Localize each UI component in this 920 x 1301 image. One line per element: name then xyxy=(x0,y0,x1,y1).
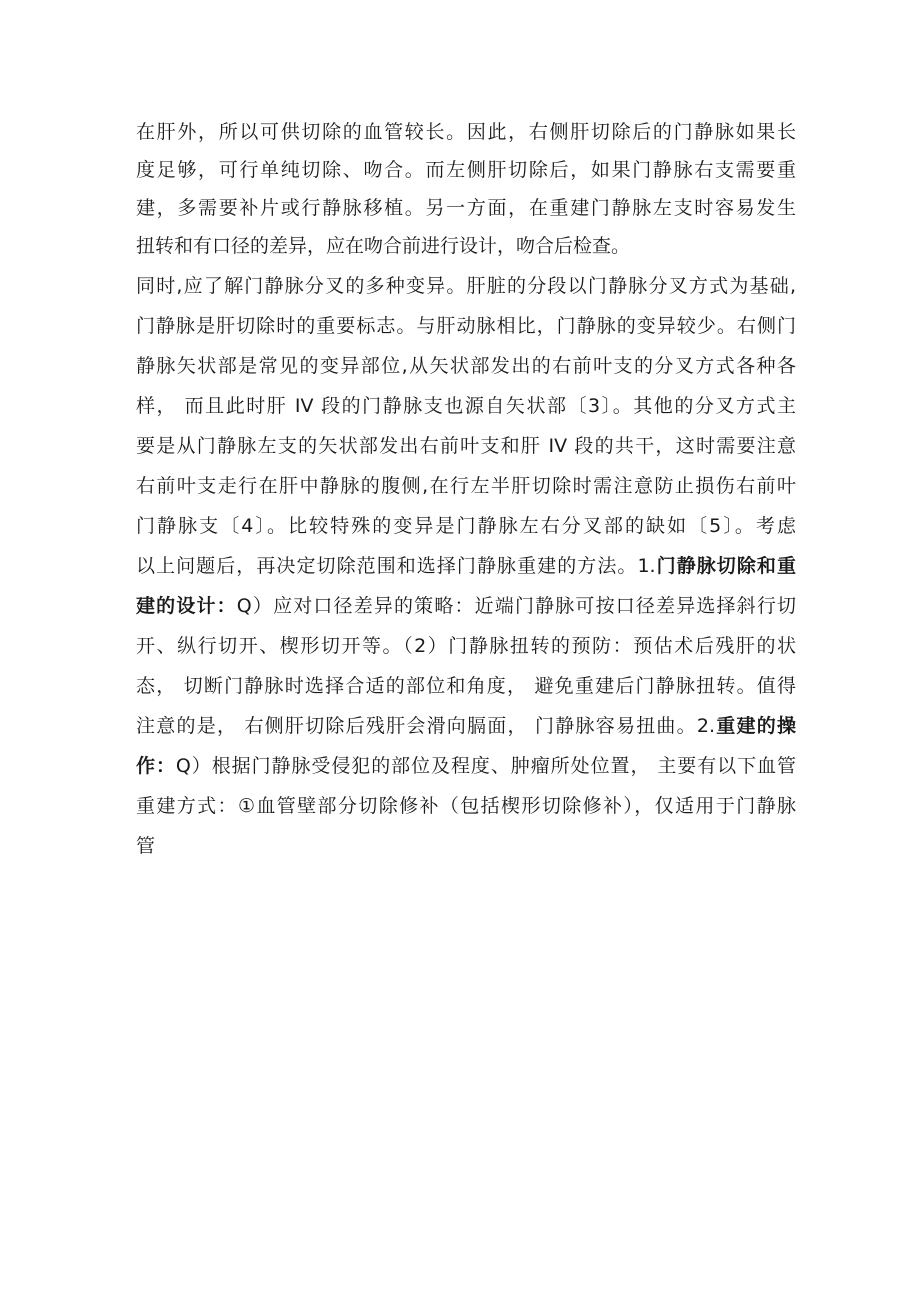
text-line: 扭转和有口径的差异，应在吻合前进行设计，吻合后检查。 xyxy=(136,235,631,257)
text-line: 静脉矢状部是常见的变异部位,从矢状部发出的右前叶支的分叉方式各种各 xyxy=(136,355,796,377)
text-line: 重建方式：①血管壁部分切除修补（包括楔形切除修补），仅适用于门静脉 xyxy=(136,795,796,817)
text-line: 态， 切断门静脉时选择合适的部位和角度， 避免重建后门静脉扭转。值得 xyxy=(136,675,796,697)
text-span: 注意的是， 右侧肝切除后残肝会滑向膈面， 门静脉容易扭曲。2. xyxy=(136,715,716,737)
text-line xyxy=(136,552,796,580)
text-line xyxy=(136,592,796,620)
text-span: Q）应对口径差异的策略：近端门静脉可按口径差异选择斜行切 xyxy=(236,595,796,617)
text-line: 在肝外，所以可供切除的血管较长。因此，右侧肝切除后的门静脉如果长 xyxy=(136,121,796,143)
section-heading: 作： xyxy=(136,755,176,777)
text-line: 要是从门静脉左支的矢状部发出右前叶支和肝 IV 段的共干，这时需要注意 xyxy=(136,435,796,457)
text-line xyxy=(136,752,796,780)
text-line: 同时,应了解门静脉分叉的多种变异。肝脏的分段以门静脉分叉方式为基础, xyxy=(136,275,796,297)
text-line: 门静脉支〔4〕。比较特殊的变异是门静脉左右分叉部的缺如〔5〕。考虑 xyxy=(136,515,796,537)
section-heading: 重建的操 xyxy=(715,715,796,737)
text-line: 样， 而且此时肝 IV 段的门静脉支也源自矢状部〔3〕。其他的分叉方式主 xyxy=(136,395,796,417)
section-heading: 建的设计： xyxy=(136,595,237,617)
text-line: 管 xyxy=(136,835,156,857)
text-line xyxy=(136,712,796,740)
text-span: Q）根据门静脉受侵犯的部位及程度、肿瘤所处位置， 主要有以下血管 xyxy=(175,755,796,777)
text-line: 右前叶支走行在肝中静脉的腹侧,在行左半肝切除时需注意防止损伤右前叶 xyxy=(136,475,796,497)
text-line: 建，多需要补片或行静脉移植。另一方面，在重建门静脉左支时容易发生 xyxy=(136,197,796,219)
section-heading: 门静脉切除和重 xyxy=(655,555,796,577)
text-span: 以上问题后，再决定切除范围和选择门静脉重建的方法。1. xyxy=(136,555,656,577)
text-line: 门静脉是肝切除时的重要标志。与肝动脉相比，门静脉的变异较少。右侧门 xyxy=(136,315,796,337)
text-line: 度足够，可行单纯切除、吻合。而左侧肝切除后，如果门静脉右支需要重 xyxy=(136,159,796,181)
text-line: 开、纵行切开、楔形切开等。（2）门静脉扭转的预防：预估术后残肝的状 xyxy=(136,635,796,657)
